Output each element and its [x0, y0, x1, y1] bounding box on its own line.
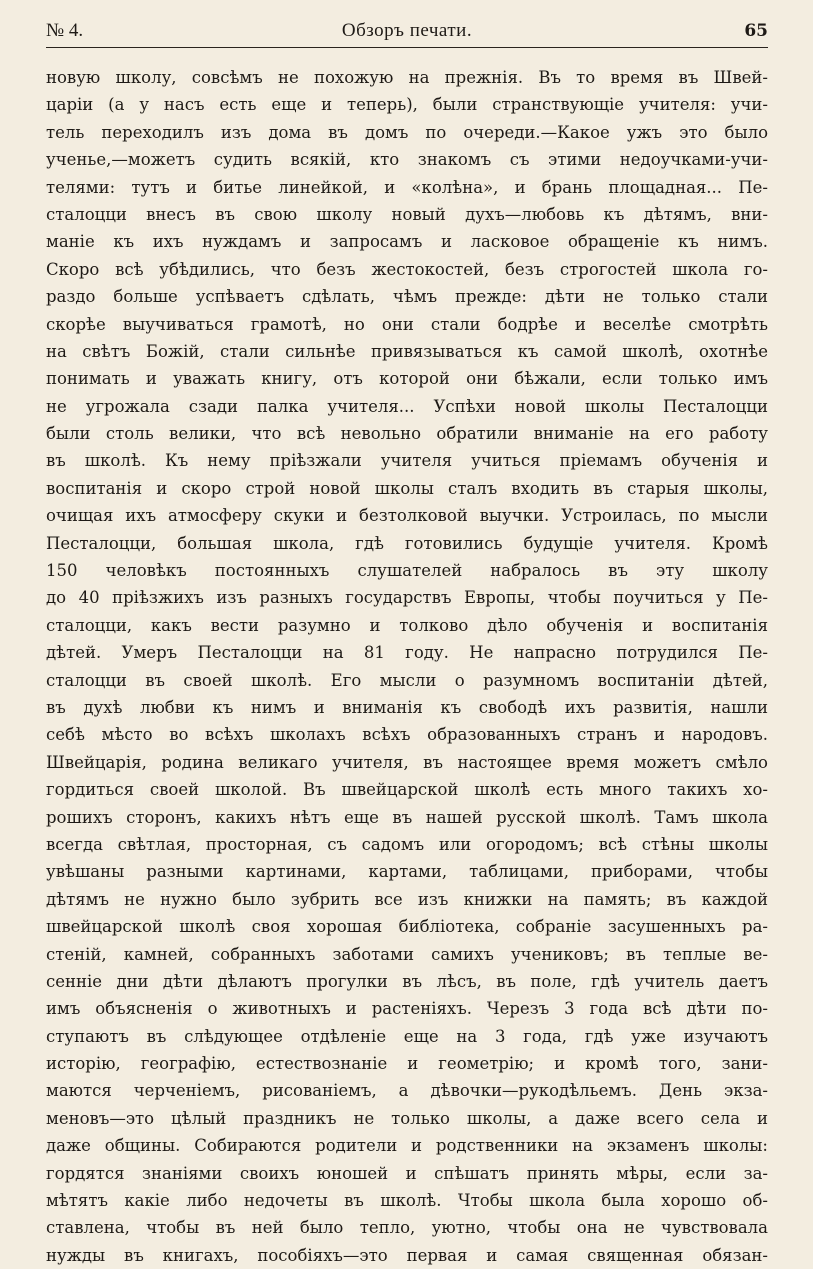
text-line: исторію, географію, естествознаніе и геометрію; и кромѣ того, зани- — [46, 1054, 768, 1074]
text-line: стеній, камней, собранныхъ заботами самихъ учениковъ; въ теплые ве- — [46, 944, 768, 964]
text-line: гордятся знаніями своихъ юношей и спѣшатъ принять мѣры, если за- — [46, 1163, 768, 1183]
text-line: сенніе дни дѣти дѣлаютъ прогулки въ лѣсъ, въ поле, гдѣ учитель даетъ — [46, 971, 768, 991]
text-line: Швейцарія, родина великаго учителя, въ настоящее время можетъ смѣло — [46, 752, 768, 772]
text-line: 150 человѣкъ постоянныхъ слушателей набралось въ эту школу — [46, 561, 768, 581]
text-line: имъ объясненія о животныхъ и растеніяхъ. Черезъ 3 года всѣ дѣти по- — [46, 999, 768, 1019]
text-line: Песталоцци, большая школа, гдѣ готовились будущіе учителя. Кромѣ — [46, 533, 768, 553]
text-line: ставлена, чтобы въ ней было тепло, уютно, чтобы она не чувствовала — [46, 1218, 768, 1238]
header-rule — [46, 47, 768, 48]
text-line: маются черченіемъ, рисованіемъ, а дѣвочки—рукодѣльемъ. День экза- — [46, 1081, 768, 1101]
body-text — [46, 64, 768, 1269]
text-line: швейцарской школѣ своя хорошая библіотека, собраніе засушенныхъ ра- — [46, 917, 768, 937]
text-line: маніе къ ихъ нуждамъ и запросамъ и ласковое обращеніе къ нимъ. — [46, 232, 768, 252]
running-header — [46, 18, 768, 44]
text-line: дѣтямъ не нужно было зубрить все изъ книжки на память; въ каждой — [46, 889, 768, 909]
text-line: въ школѣ. Къ нему пріѣзжали учителя учиться пріемамъ обученія и — [46, 451, 768, 471]
text-line: въ духѣ любви къ нимъ и вниманія къ свободѣ ихъ развитія, нашли — [46, 697, 768, 717]
text-line: до 40 пріѣзжихъ изъ разныхъ государствъ Европы, чтобы поучиться у Пе- — [46, 588, 768, 608]
text-line: мѣтятъ какіе либо недочеты въ школѣ. Чтобы школа была хорошо об- — [46, 1191, 768, 1211]
text-line: гордиться своей школой. Въ швейцарской школѣ есть много такихъ хо- — [46, 780, 768, 800]
text-line: сталоцци, какъ вести разумно и толково дѣло обученія и воспитанія — [46, 615, 768, 635]
text-line: на свѣтъ Божій, стали сильнѣе привязываться къ самой школѣ, охотнѣе — [46, 341, 768, 361]
text-line: ступаютъ въ слѣдующее отдѣленіе еще на 3 года, гдѣ уже изучаютъ — [46, 1026, 768, 1046]
text-line: рошихъ сторонъ, какихъ нѣтъ еще въ нашей русской школѣ. Тамъ школа — [46, 807, 768, 827]
text-line: меновъ—это цѣлый праздникъ не только школы, а даже всего села и — [46, 1108, 768, 1128]
text-line: нужды въ книгахъ, пособіяхъ—это первая и самая священная обязан- — [46, 1245, 768, 1265]
text-line: понимать и уважать книгу, отъ которой они бѣжали, если только имъ — [46, 369, 768, 389]
text-line: ученье,—можетъ судить всякій, кто знакомъ съ этими недоучками-учи- — [46, 150, 768, 170]
text-line: сталоцци въ своей школѣ. Его мысли о разумномъ воспитаніи дѣтей, — [46, 670, 768, 690]
text-line: были столь велики, что всѣ невольно обратили вниманіе на его работу — [46, 424, 768, 444]
issue-number: № 4. — [46, 20, 84, 41]
text-line: телями: тутъ и битье линейкой, и «колѣна», и брань площадная... Пе- — [46, 177, 768, 197]
text-line: увѣшаны разными картинами, картами, таблицами, приборами, чтобы — [46, 862, 768, 882]
text-line: новую школу, совсѣмъ не похожую на прежнія. Въ то время въ Швей- — [46, 68, 768, 87]
text-line: дѣтей. Умеръ Песталоцци на 81 году. Не напрасно потрудился Пе- — [46, 643, 768, 663]
text-line: воспитанія и скоро строй новой школы сталъ входить въ старыя школы, — [46, 478, 768, 498]
text-line: сталоцци внесъ въ свою школу новый духъ—любовь къ дѣтямъ, вни- — [46, 204, 768, 224]
text-line: очищая ихъ атмосферу скуки и безтолковой выучки. Устроилась, по мысли — [46, 506, 768, 526]
text-line: даже общины. Собираются родители и родственники на экзаменъ школы: — [46, 1136, 768, 1156]
text-line: всегда свѣтлая, просторная, съ садомъ или огородомъ; всѣ стѣны школы — [46, 834, 768, 854]
text-line: царіи (а у насъ есть еще и теперь), были странствующіе учителя: учи- — [46, 95, 768, 115]
text-line: раздо больше успѣваетъ сдѣлать, чѣмъ прежде: дѣти не только стали — [46, 287, 768, 307]
text-line: тель переходилъ изъ дома въ домъ по очереди.—Какое ужъ это было — [46, 122, 768, 142]
text-line: скорѣе выучиваться грамотѣ, но они стали бодрѣе и веселѣе смотрѣть — [46, 314, 768, 334]
text-line: не угрожала сзади палка учителя... Успѣхи новой школы Песталоцци — [46, 396, 768, 416]
text-line: себѣ мѣсто во всѣхъ школахъ всѣхъ образованныхъ странъ и народовъ. — [46, 725, 768, 745]
page-number: 65 — [744, 21, 768, 41]
text-line: Скоро всѣ убѣдились, что безъ жестокостей, безъ строгостей школа го- — [46, 259, 768, 279]
section-title: Обзоръ печати. — [341, 20, 473, 41]
